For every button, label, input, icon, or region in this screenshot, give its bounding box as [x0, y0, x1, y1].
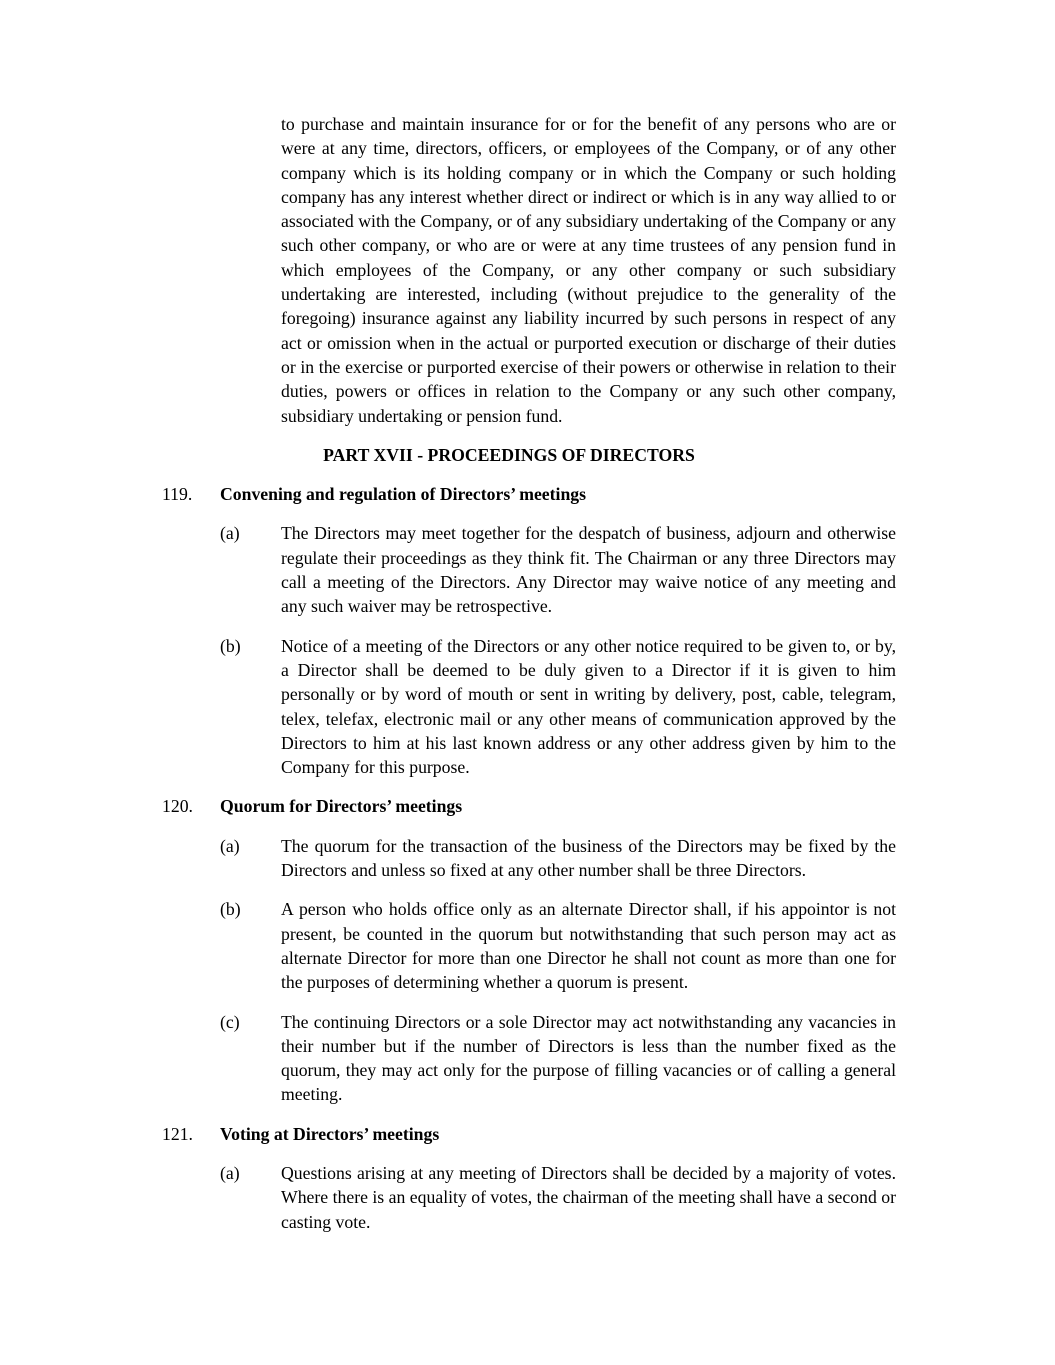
- clause-120a: [162, 834, 896, 883]
- part-heading: PART XVII - PROCEEDINGS OF DIRECTORS: [323, 444, 695, 465]
- section-title: Voting at Directors’ meetings: [220, 1123, 440, 1144]
- section-heading-121: [162, 1122, 896, 1146]
- clause-label: (a): [220, 1162, 240, 1183]
- clause-label: (b): [220, 899, 241, 920]
- indent-spacer: [162, 1010, 220, 1107]
- indent-spacer: [162, 1161, 220, 1234]
- clause-121a: [162, 1161, 896, 1234]
- clause-119a: [162, 521, 896, 618]
- clause-label: (a): [220, 523, 240, 544]
- section-title: Convening and regulation of Directors’ meetings: [220, 484, 587, 505]
- clause-label: (c): [220, 1011, 240, 1032]
- clause-text: The continuing Directors or a sole Director may act notwithstanding any vacancies in their number but if the number of Directors is less than the number fixed as the quorum, they may act only for the purpose of filling vacancies or of calling a general meeting.: [281, 1011, 896, 1105]
- intro-paragraph: to purchase and maintain insurance for or for the benefit of any persons who are or were at any time, directors, officers, or employees of the Company, or of any other company which is its holding company or in which the Company or such holding company has any interest whether direct or indirect or which is in any way allied to or associated with the Company, or of any subsidiary undertaking of the Company or any such other company, or who are or were at any time trustees of any pension fund in which employees of the Company, or any other company or such subsidiary undertaking are interested, including (without prejudice to the generality of the foregoing) insurance against any liability incurred by such persons in respect of any act or omission when in the actual or purported execution or discharge of their duties or in the exercise or purported exercise of their powers or otherwise in relation to their duties, powers or offices in relation to the Company or any such other company, subsidiary undertaking or pension fund.: [281, 114, 896, 426]
- section-title: Quorum for Directors’ meetings: [220, 796, 463, 817]
- section-heading-119: [162, 482, 896, 506]
- clause-120b: [162, 897, 896, 994]
- clause-119b: [162, 634, 896, 780]
- section-heading-120: [162, 794, 896, 818]
- clause-text: The Directors may meet together for the despatch of business, adjourn and otherwise regulate their proceedings as they think fit. The Chairman or any three Directors may call a meeting of the Directors. Any Director may waive notice of any meeting and any such waiver may be retrospective.: [281, 523, 896, 617]
- indent-spacer: [162, 521, 220, 618]
- clause-text: Questions arising at any meeting of Directors shall be decided by a majority of votes. Where there is an equality of votes, the chairman of the meeting shall have a second or casting vote.: [281, 1162, 896, 1232]
- clause-text: A person who holds office only as an alternate Director shall, if his appointor is not present, be counted in the quorum but notwithstanding that such person may act as alternate Director for more than one Director he shall not count as more than one for the purposes of determining whether a quorum is present.: [281, 899, 896, 993]
- clause-text: Notice of a meeting of the Directors or any other notice required to be given to, or by, a Director shall be deemed to be duly given to a Director if it is given to him personally or by word of mouth or sent in writing by delivery, post, cable, telegram, telex, telefax, electronic mail or any other means of communication approved by the Directors to him at his last known address or any other address given by him to the Company for this purpose.: [281, 635, 896, 778]
- indent-spacer: [162, 897, 220, 994]
- document-content: [162, 112, 896, 1249]
- section-number: 121.: [162, 1123, 193, 1144]
- section-number: 120.: [162, 796, 193, 817]
- clause-120c: [162, 1010, 896, 1107]
- clause-label: (b): [220, 635, 241, 656]
- indent-spacer: [162, 834, 220, 883]
- clause-label: (a): [220, 835, 240, 856]
- section-number: 119.: [162, 484, 193, 505]
- indent-spacer: [162, 634, 220, 780]
- clause-text: The quorum for the transaction of the business of the Directors may be fixed by the Directors and unless so fixed at any other number shall be three Directors.: [281, 835, 896, 881]
